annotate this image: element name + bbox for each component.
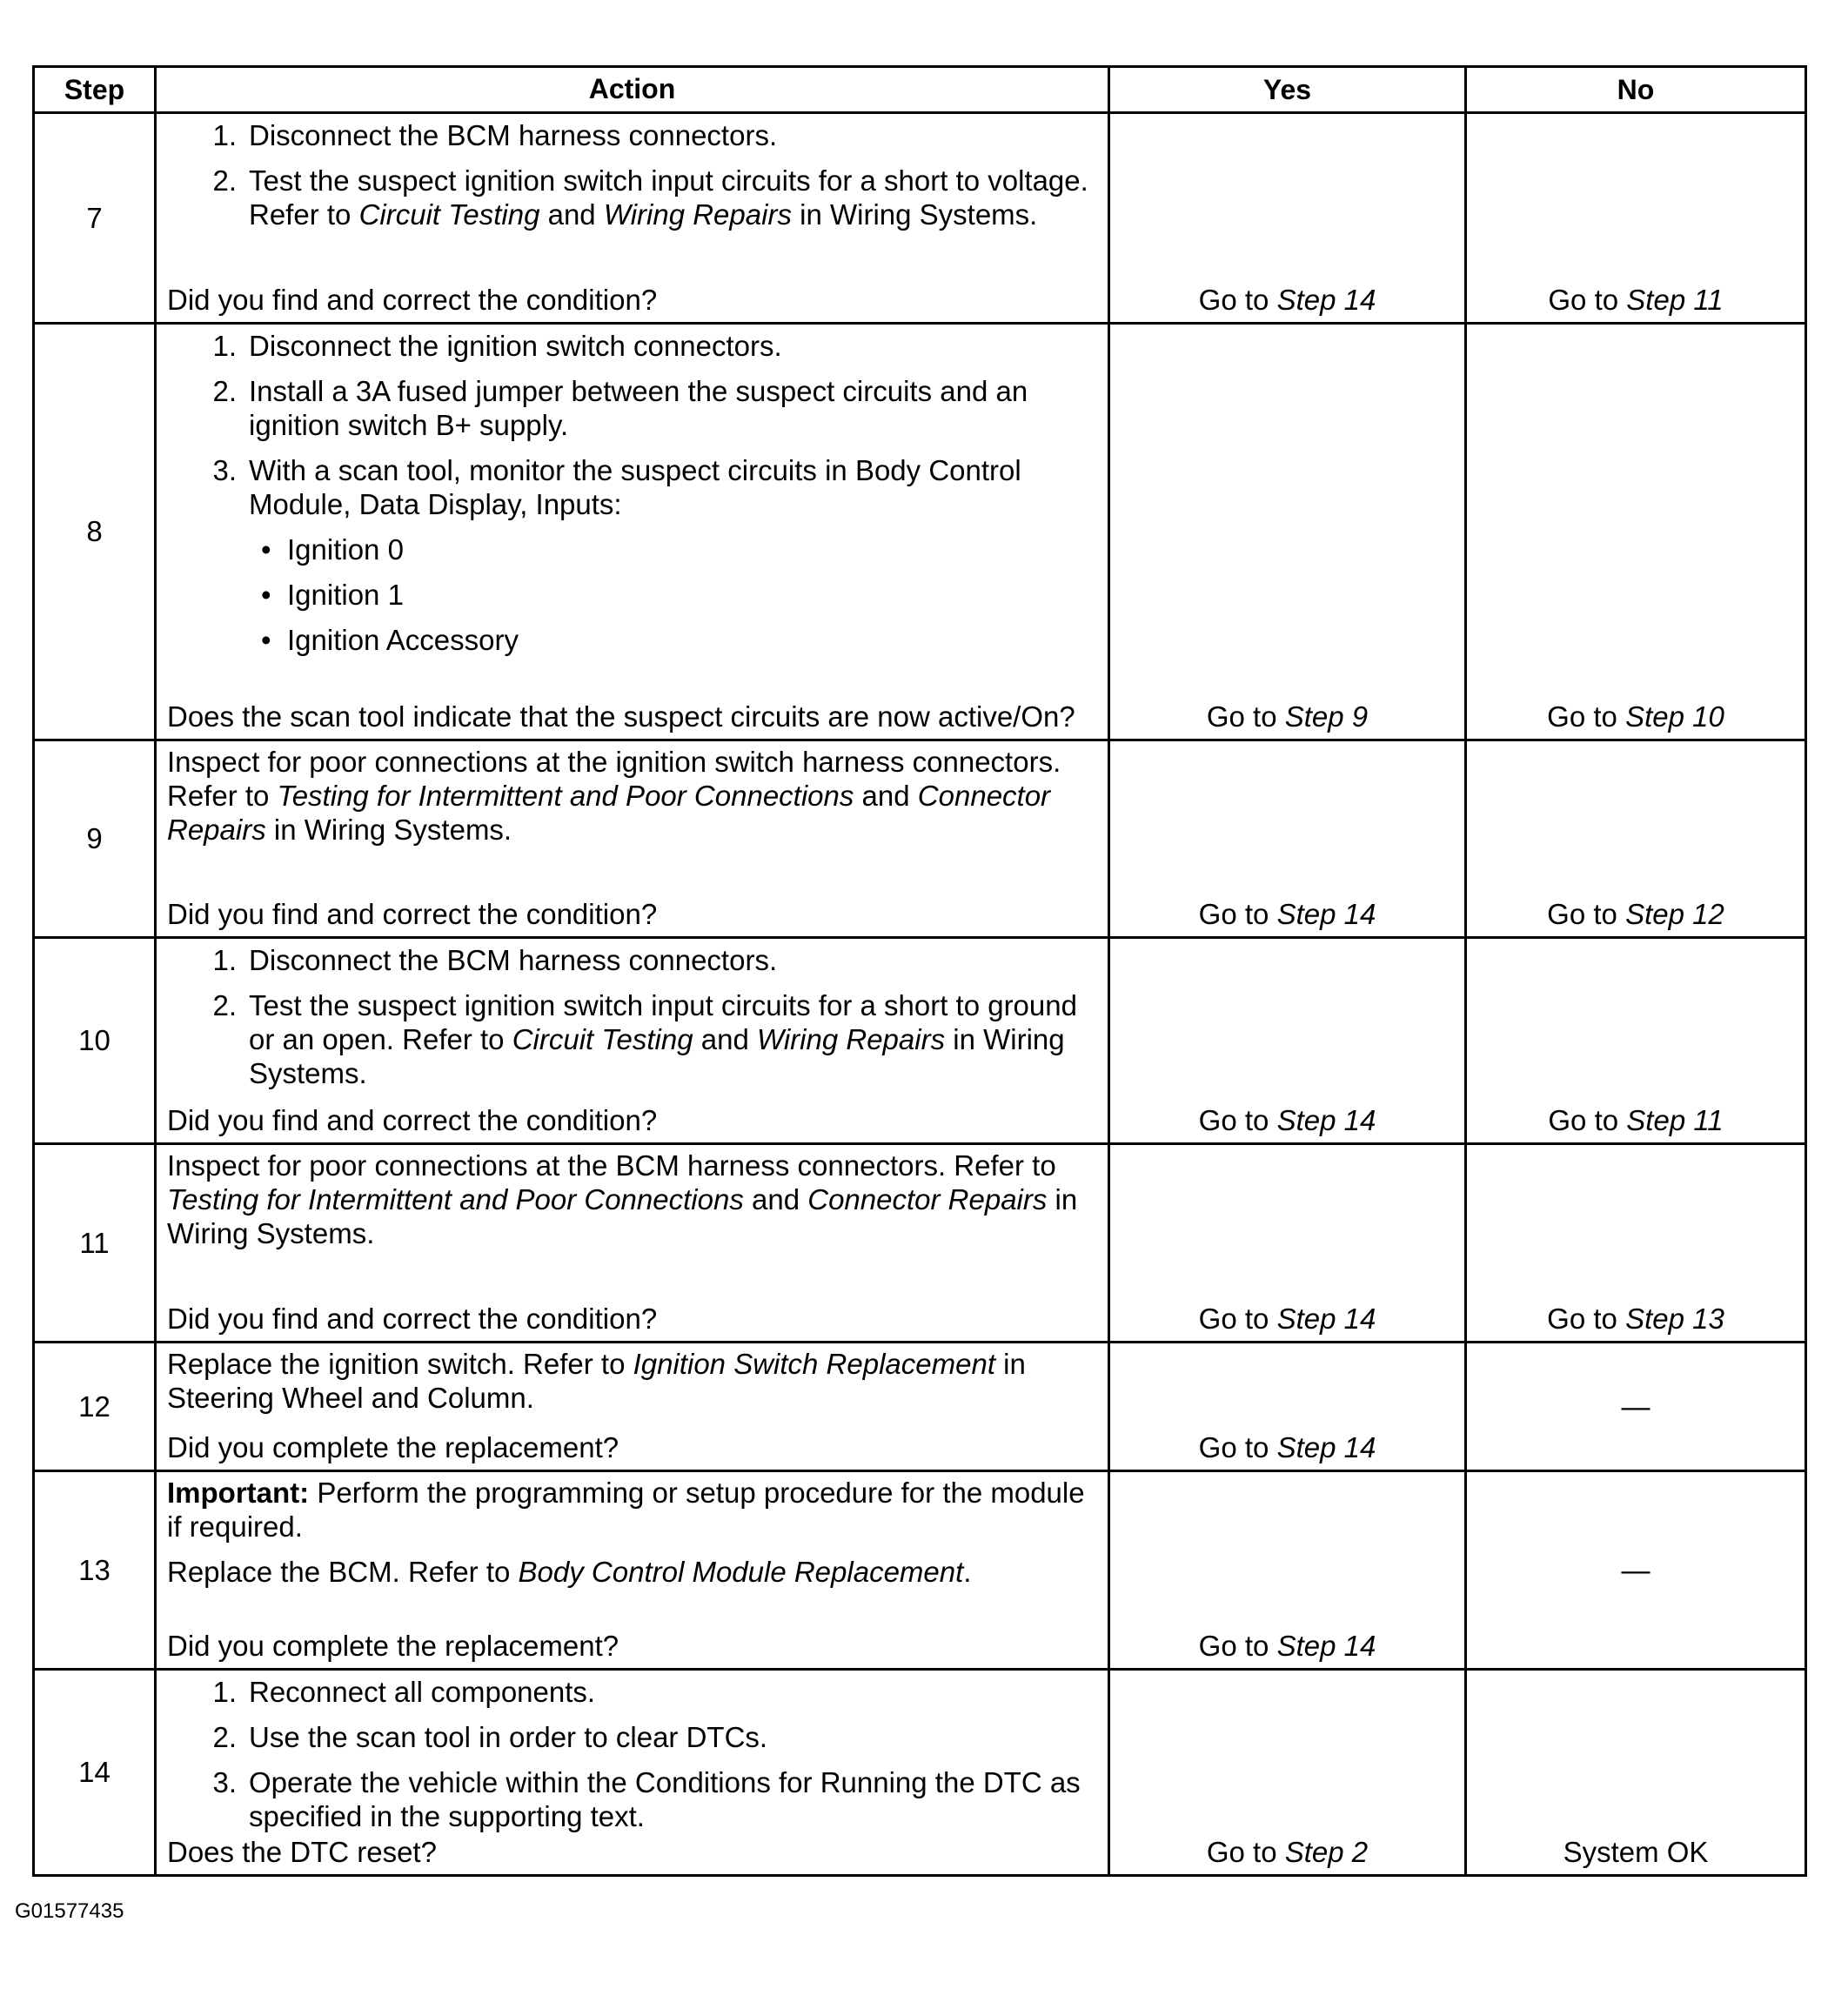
action-cell [157, 1343, 1110, 1470]
no-cell [1467, 1472, 1804, 1668]
bullet-item: • Ignition 0 [261, 533, 404, 566]
yes-cell: Go to Step 14 [1110, 1145, 1467, 1341]
step-row-11 [35, 1145, 1804, 1343]
list-item: 1. Disconnect the BCM harness connectors. [212, 119, 778, 151]
question-text: Did you complete the replacement? [167, 1630, 619, 1662]
header-step: Step [35, 68, 157, 111]
no-cell [1467, 1343, 1804, 1470]
question-text: Did you find and correct the condition? [167, 284, 658, 316]
step-number: 10 [35, 939, 157, 1142]
step-number: 9 [35, 741, 157, 936]
step-number: 14 [35, 1671, 157, 1874]
yes-cell: Go to Step 14 [1110, 1472, 1467, 1668]
question-text: Does the scan tool indicate that the suspect circuits are now active/On? [167, 700, 1075, 733]
list-item: 3. Operate the vehicle within the Conditions for Running the DTC as specified in the supporting text. [212, 1766, 1081, 1832]
action-cell [157, 1671, 1110, 1874]
question-text: Did you complete the replacement? [167, 1431, 619, 1463]
yes-cell: Go to Step 14 [1110, 114, 1467, 322]
action-text: Replace the BCM. Refer to Body Control Module Replacement. [167, 1556, 972, 1588]
step-row-14 [35, 1671, 1804, 1874]
step-row-7 [35, 114, 1804, 325]
no-result: System OK [1563, 1836, 1709, 1868]
list-item: 2. Test the suspect ignition switch input circuits for a short to ground or an open. Refer to Circuit Testing and Wiring Repairs in Wiring Systems. [212, 989, 1077, 1089]
yes-cell: Go to Step 9 [1110, 325, 1467, 739]
action-cell [157, 939, 1110, 1142]
question-text: Does the DTC reset? [167, 1836, 437, 1868]
action-cell [157, 1145, 1110, 1341]
header-yes: Yes [1110, 68, 1467, 111]
list-item: 3. With a scan tool, monitor the suspect circuits in Body Control Module, Data Display, Inputs: [212, 454, 1021, 520]
no-dash: — [1621, 1390, 1650, 1423]
action-text: Inspect for poor connections at the BCM harness connectors. Refer to Testing for Intermittent and Poor Connections and Connector Repairs in Wiring Systems. [167, 1149, 1078, 1249]
no-cell [1467, 1671, 1804, 1874]
question-text: Did you find and correct the condition? [167, 898, 658, 930]
figure-id: G01577435 [15, 1899, 124, 1923]
question-text: Did you find and correct the condition? [167, 1303, 658, 1335]
action-cell [157, 325, 1110, 739]
step-row-10 [35, 939, 1804, 1145]
yes-cell: Go to Step 2 [1110, 1671, 1467, 1874]
yes-cell: Go to Step 14 [1110, 1343, 1467, 1470]
list-item: 2. Install a 3A fused jumper between the suspect circuits and an ignition switch B+ supply. [212, 375, 1028, 441]
step-number: 11 [35, 1145, 157, 1341]
list-item: 2. Use the scan tool in order to clear DTCs. [212, 1721, 768, 1753]
no-cell: Go to Step 11 [1548, 284, 1724, 316]
step-row-9 [35, 741, 1804, 939]
yes-cell: Go to Step 14 [1110, 939, 1467, 1142]
step-number: 8 [35, 325, 157, 739]
action-text: Inspect for poor connections at the ignition switch harness connectors. Refer to Testing for Intermittent and Poor Connections and Connector Repairs in Wiring Systems. [167, 746, 1061, 846]
step-number: 7 [35, 114, 157, 322]
yes-cell: Go to Step 14 [1110, 741, 1467, 936]
action-cell [157, 1472, 1110, 1668]
list-item: 1. Disconnect the BCM harness connectors. [212, 944, 778, 976]
action-cell [157, 114, 1110, 322]
list-item: 1. Reconnect all components. [212, 1676, 596, 1708]
no-dash: — [1621, 1553, 1650, 1586]
no-cell: Go to Step 12 [1547, 898, 1724, 930]
header-no: No [1617, 73, 1655, 105]
step-row-13 [35, 1472, 1804, 1671]
question-text: Did you find and correct the condition? [167, 1104, 658, 1136]
action-cell [157, 741, 1110, 936]
action-text: Replace the ignition switch. Refer to Ignition Switch Replacement in Steering Wheel and Column. [167, 1348, 1026, 1414]
bullet-item: • Ignition Accessory [261, 624, 519, 656]
step-row-12 [35, 1343, 1804, 1472]
step-number: 13 [35, 1472, 157, 1668]
important-note: Important: Perform the programming or setup procedure for the module if required. [167, 1477, 1085, 1543]
bullet-item: • Ignition 1 [261, 579, 404, 611]
header-action: Action [157, 68, 1110, 111]
list-item: 1. Disconnect the ignition switch connectors. [212, 330, 782, 362]
list-item: 2. Test the suspect ignition switch input circuits for a short to voltage. Refer to Circuit Testing and Wiring Repairs in Wiring Systems. [212, 164, 1088, 231]
step-number: 12 [35, 1343, 157, 1470]
diagnostic-table [32, 65, 1807, 1877]
no-cell: Go to Step 11 [1548, 1104, 1724, 1136]
no-cell: Go to Step 10 [1547, 700, 1724, 733]
no-cell: Go to Step 13 [1547, 1303, 1724, 1335]
step-row-8 [35, 325, 1804, 741]
header-row [35, 68, 1804, 114]
